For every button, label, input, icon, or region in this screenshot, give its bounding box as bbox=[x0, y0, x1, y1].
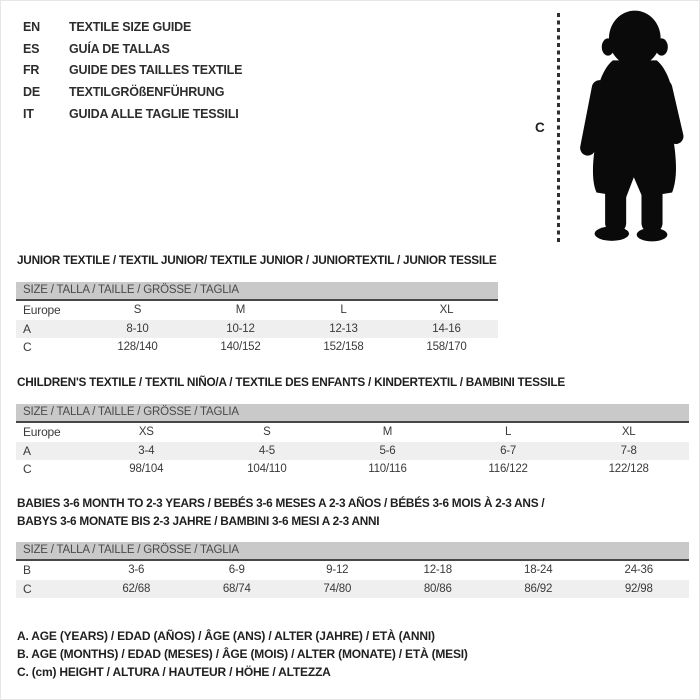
row-label: Europe bbox=[23, 303, 61, 317]
language-list bbox=[23, 17, 242, 126]
age-cell: 6-7 bbox=[500, 444, 517, 457]
months-cell: 18-24 bbox=[524, 564, 553, 576]
age-cell: 8-10 bbox=[126, 322, 149, 335]
age-cell: 12-13 bbox=[329, 322, 358, 335]
row-label: C bbox=[23, 581, 32, 596]
size-cell: S bbox=[133, 304, 142, 316]
lang-row-en bbox=[23, 17, 242, 39]
lang-code: FR bbox=[23, 63, 40, 78]
size-cell: L bbox=[504, 426, 512, 438]
height-cell: 110/116 bbox=[368, 463, 407, 475]
months-cell: 3-6 bbox=[128, 564, 145, 576]
height-cell: 98/104 bbox=[129, 463, 164, 475]
lang-code: IT bbox=[23, 106, 34, 121]
legend-line-b: B. AGE (MONTHS) / EDAD (MESES) / ÂGE (MOIS) / ALTER (MONATE) / ETÀ (MESI) bbox=[17, 647, 468, 662]
age-cell: 14-16 bbox=[432, 322, 461, 335]
row-label: Europe bbox=[23, 425, 61, 439]
table-row-europe bbox=[16, 423, 689, 442]
babies-title-line2: BABYS 3-6 MONATE BIS 2-3 JAHRE / BAMBINI 3-6 MESI A 2-3 ANNI bbox=[17, 513, 380, 528]
height-cell: 158/170 bbox=[426, 341, 467, 353]
lang-label: TEXTILE SIZE GUIDE bbox=[69, 20, 192, 34]
size-cell: L bbox=[340, 304, 347, 316]
lang-label: TEXTILGRÖßENFÜHRUNG bbox=[69, 85, 225, 100]
size-header-band: SIZE / TALLA / TAILLE / GRÖSSE / TAGLIA bbox=[16, 282, 498, 299]
age-cell: 5-6 bbox=[379, 444, 396, 457]
table-row-age bbox=[16, 442, 689, 461]
size-cell: M bbox=[235, 304, 246, 316]
table-row-age bbox=[16, 320, 498, 339]
size-cell: S bbox=[263, 426, 271, 438]
legend-line-c: C. (cm) HEIGHT / ALTURA / HAUTEUR / HÖHE / ALTEZZA bbox=[17, 665, 331, 680]
table-row-months bbox=[16, 561, 689, 580]
lang-label: GUIDA ALLE TAGLIE TESSILI bbox=[69, 106, 239, 121]
months-cell: 9-12 bbox=[326, 564, 349, 576]
size-header-band: SIZE / TALLA / TAILLE / GRÖSSE / TAGLIA bbox=[16, 542, 689, 559]
babies-size-table bbox=[16, 542, 689, 598]
height-cell: 80/86 bbox=[423, 582, 452, 595]
months-cell: 24-36 bbox=[624, 564, 653, 576]
height-cell: 86/92 bbox=[524, 582, 553, 595]
lang-label: GUIDE DES TAILLES TEXTILE bbox=[69, 63, 243, 78]
table-row-height bbox=[16, 580, 689, 599]
age-cell: 4-5 bbox=[258, 444, 275, 457]
legend-line-a: A. AGE (YEARS) / EDAD (AÑOS) / ÂGE (ANS) / ALTER (JAHRE) / ETÀ (ANNI) bbox=[17, 629, 435, 643]
size-cell: XL bbox=[621, 426, 636, 438]
size-cell: XL bbox=[439, 304, 454, 316]
lang-label: GUÍA DE TALLAS bbox=[69, 41, 170, 56]
junior-size-table bbox=[16, 282, 498, 357]
legend bbox=[17, 627, 468, 682]
height-cell: 140/152 bbox=[220, 341, 261, 353]
lang-row-de bbox=[23, 82, 242, 104]
row-label: B bbox=[23, 563, 31, 577]
height-cell: 116/122 bbox=[488, 463, 528, 475]
lang-code: EN bbox=[23, 20, 40, 34]
row-label: C bbox=[23, 340, 32, 354]
height-cell: 152/158 bbox=[323, 341, 364, 353]
babies-table-title bbox=[17, 495, 544, 530]
months-cell: 12-18 bbox=[423, 564, 452, 576]
table-row-europe bbox=[16, 301, 498, 320]
age-cell: 10-12 bbox=[226, 322, 255, 335]
children-size-table bbox=[16, 404, 689, 479]
lang-row-it bbox=[23, 104, 242, 126]
row-label: A bbox=[23, 443, 31, 458]
lang-code: ES bbox=[23, 41, 40, 56]
age-cell: 7-8 bbox=[620, 444, 637, 457]
height-cell: 68/74 bbox=[222, 582, 251, 595]
row-label: C bbox=[23, 462, 32, 476]
height-cell: 122/128 bbox=[608, 463, 649, 475]
lang-row-fr bbox=[23, 60, 242, 82]
size-header-band: SIZE / TALLA / TAILLE / GRÖSSE / TAGLIA bbox=[16, 404, 689, 421]
size-cell: XS bbox=[138, 426, 154, 438]
height-cell: 62/68 bbox=[122, 582, 151, 595]
age-cell: 3-4 bbox=[138, 444, 155, 457]
baby-silhouette-icon bbox=[563, 6, 697, 246]
table-row-height bbox=[16, 460, 689, 479]
lang-row-es bbox=[23, 39, 242, 61]
height-cell: 92/98 bbox=[624, 582, 653, 595]
lang-code: DE bbox=[23, 85, 40, 100]
height-cell: 74/80 bbox=[323, 582, 352, 595]
height-cell: 128/140 bbox=[117, 341, 158, 353]
months-cell: 6-9 bbox=[228, 564, 245, 576]
height-dotted-line bbox=[557, 13, 560, 243]
junior-table-title: JUNIOR TEXTILE / TEXTIL JUNIOR/ TEXTILE JUNIOR / JUNIORTEXTIL / JUNIOR TESSILE bbox=[17, 253, 497, 267]
height-measure-label: C bbox=[535, 120, 545, 135]
size-cell: M bbox=[382, 426, 393, 438]
row-label: A bbox=[23, 321, 31, 336]
babies-title-line1: BABIES 3-6 MONTH TO 2-3 YEARS / BEBÉS 3-6 MESES A 2-3 AÑOS / BÉBÉS 3-6 MOIS À 2-3 ANS / bbox=[17, 496, 545, 510]
children-table-title: CHILDREN'S TEXTILE / TEXTIL NIÑO/A / TEXTILE DES ENFANTS / KINDERTEXTIL / BAMBINI TESSILE bbox=[17, 375, 565, 389]
height-cell: 104/110 bbox=[247, 463, 287, 475]
table-row-height bbox=[16, 338, 498, 357]
